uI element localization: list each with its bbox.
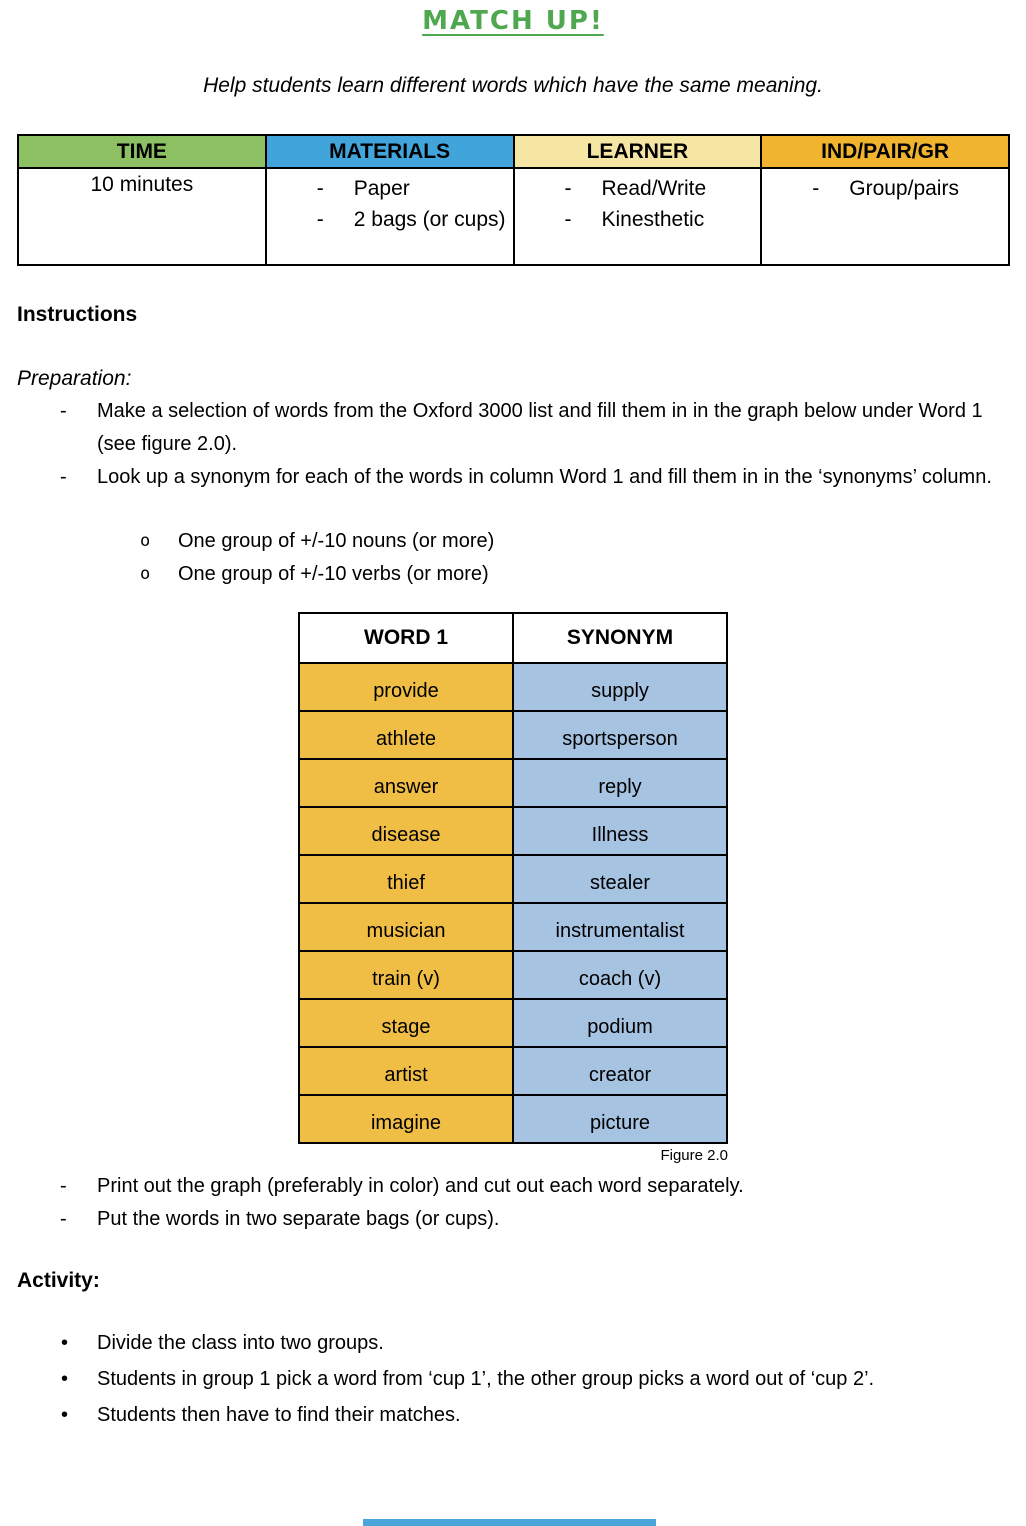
- word1-column-header: WORD 1: [299, 613, 513, 663]
- synonym-cell: instrumentalist: [513, 903, 727, 951]
- table-row: [299, 1095, 727, 1143]
- activity-bullet-list: [17, 1327, 1009, 1432]
- info-table: [17, 134, 1010, 266]
- dot-bullet: •: [61, 1332, 69, 1354]
- word-cell: disease: [299, 807, 513, 855]
- info-table-body-row: [18, 168, 1009, 265]
- table-row: [299, 807, 727, 855]
- info-cell-time: 10 minutes: [18, 168, 266, 265]
- info-cell-materials: [266, 168, 514, 265]
- word-cell: stage: [299, 999, 513, 1047]
- list-item: - Paper: [317, 173, 509, 204]
- info-table-header-row: [18, 135, 1009, 168]
- table-row: [299, 999, 727, 1047]
- synonym-cell: stealer: [513, 855, 727, 903]
- page-title: MATCH UP!: [422, 6, 604, 36]
- list-item: • Students in group 1 pick a word from ‘cup 1’, the other group picks a word out of ‘cup 2’.: [61, 1363, 1009, 1396]
- table-row: [299, 903, 727, 951]
- synonym-cell: podium: [513, 999, 727, 1047]
- info-table-header-time: TIME: [18, 135, 266, 168]
- dash-bullet: -: [60, 1208, 67, 1230]
- dash-bullet: -: [564, 177, 572, 200]
- dot-bullet: •: [61, 1404, 69, 1426]
- sub-bullet-list: [17, 525, 1009, 591]
- dot-bullet: •: [61, 1368, 69, 1390]
- list-item: - Group/pairs: [812, 173, 1004, 204]
- synonym-table-header-row: [299, 613, 727, 663]
- preparation-bullet-list: [17, 395, 1009, 494]
- list-item: o One group of +/-10 verbs (or more): [140, 558, 1009, 591]
- list-item: - Read/Write: [565, 173, 757, 204]
- word-cell: musician: [299, 903, 513, 951]
- dash-bullet: -: [564, 208, 572, 231]
- preparation-post-bullet-list: [17, 1170, 1009, 1236]
- preparation-label: Preparation:: [17, 367, 132, 390]
- instructions-heading: Instructions: [17, 303, 138, 326]
- dash-bullet: -: [60, 466, 67, 488]
- figure-caption: Figure 2.0: [660, 1147, 728, 1164]
- info-cell-learner: [514, 168, 762, 265]
- list-item: - Kinesthetic: [565, 204, 757, 235]
- dash-bullet: -: [60, 400, 67, 422]
- list-item: - Look up a synonym for each of the words in column Word 1 and fill them in in the ‘synonyms’ column.: [60, 461, 1009, 494]
- dash-bullet: -: [60, 1175, 67, 1197]
- synonym-cell: supply: [513, 663, 727, 711]
- table-row: [299, 855, 727, 903]
- table-row: [299, 759, 727, 807]
- list-item: - Make a selection of words from the Oxford 3000 list and fill them in in the graph below under Word 1 (see figure 2.0).: [60, 395, 1009, 461]
- word-cell: artist: [299, 1047, 513, 1095]
- list-item: - 2 bags (or cups): [317, 204, 509, 235]
- list-item: • Divide the class into two groups.: [61, 1327, 1009, 1360]
- synonym-column-header: SYNONYM: [513, 613, 727, 663]
- circle-bullet: o: [140, 531, 151, 551]
- figure-wrap: [298, 612, 728, 1166]
- synonym-cell: creator: [513, 1047, 727, 1095]
- info-table-header-indpairgr: IND/PAIR/GR: [761, 135, 1009, 168]
- list-item: - Print out the graph (preferably in color) and cut out each word separately.: [60, 1170, 1009, 1203]
- info-cell-indpairgr: [761, 168, 1009, 265]
- list-item: - Put the words in two separate bags (or cups).: [60, 1203, 1009, 1236]
- synonym-cell: Illness: [513, 807, 727, 855]
- activity-heading: Activity:: [17, 1269, 100, 1292]
- table-row: [299, 663, 727, 711]
- dash-bullet: -: [316, 177, 324, 200]
- table-row: [299, 1047, 727, 1095]
- info-table-header-materials: MATERIALS: [266, 135, 514, 168]
- word-cell: train (v): [299, 951, 513, 999]
- synonym-cell: coach (v): [513, 951, 727, 999]
- word-cell: answer: [299, 759, 513, 807]
- dash-bullet: -: [316, 208, 324, 231]
- word-cell: imagine: [299, 1095, 513, 1143]
- word-cell: thief: [299, 855, 513, 903]
- page-subtitle: Help students learn different words which have the same meaning.: [203, 74, 823, 97]
- synonym-cell: sportsperson: [513, 711, 727, 759]
- word-cell: athlete: [299, 711, 513, 759]
- dash-bullet: -: [812, 177, 820, 200]
- list-item: • Students then have to find their matches.: [61, 1399, 1009, 1432]
- table-row: [299, 711, 727, 759]
- table-row: [299, 951, 727, 999]
- next-page-table-edge: [363, 1519, 656, 1526]
- synonym-cell: reply: [513, 759, 727, 807]
- word-cell: provide: [299, 663, 513, 711]
- circle-bullet: o: [140, 564, 151, 584]
- list-item: o One group of +/-10 nouns (or more): [140, 525, 1009, 558]
- synonym-cell: picture: [513, 1095, 727, 1143]
- synonym-table: [298, 612, 728, 1144]
- info-table-header-learner: LEARNER: [514, 135, 762, 168]
